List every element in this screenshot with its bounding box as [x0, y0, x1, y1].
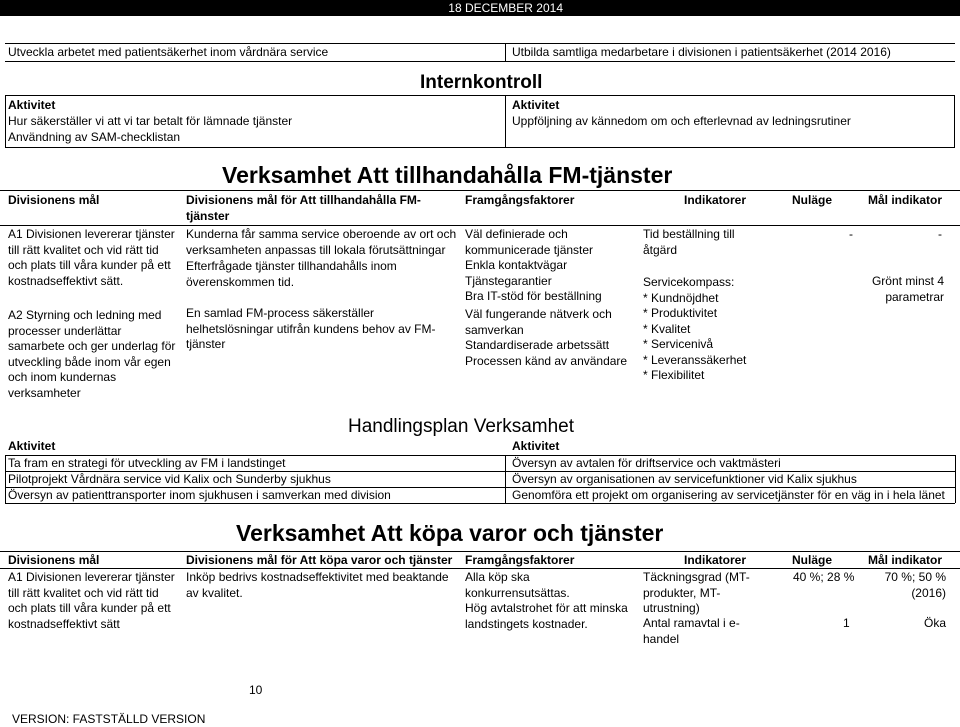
- kopa-nulage-1: 40 %; 28 %: [793, 570, 855, 584]
- fm-target-2: Efterfrågade tjänster tillhandahålls inom överenskommen tid.: [186, 259, 397, 289]
- page-number: 10: [249, 683, 263, 697]
- handlingsplan-right-item: Översyn av avtalen för driftservice och vaktmästeri: [512, 456, 781, 470]
- kopa-col-indikatorer: Indikatorer: [684, 553, 747, 567]
- kopa-col-framgangsfaktorer: Framgångsfaktorer: [465, 553, 575, 567]
- divider: [5, 61, 955, 62]
- handlingsplan-left-heading: Aktivitet: [8, 439, 56, 453]
- fm-goal-a2: A2 Styrning och ledning med processer underlättar samarbete och ger underlag för utveckling både inom vår egen och inom kundernas verksamheter: [8, 308, 176, 400]
- header-date: 18 DECEMBER 2014: [448, 1, 563, 15]
- handlingsplan-left-item: Översyn av patienttransporter inom sjukhusen i samverkan med division: [8, 488, 391, 502]
- kopa-indicator-2: Antal ramavtal i e- handel: [643, 616, 740, 646]
- top-right-title: Utbilda samtliga medarbetare i divisionen i patientsäkerhet (2014 2016): [512, 45, 891, 59]
- date-header-bar: [0, 0, 960, 16]
- handlingsplan-left-item: Ta fram en strategi för utveckling av FM i landstinget: [8, 456, 286, 470]
- handlingsplan-right-item: Översyn av organisationen av servicefunktioner vid Kalix sjukhus: [512, 472, 857, 486]
- handlingsplan-title: Handlingsplan Verksamhet: [348, 416, 575, 437]
- kopa-section-title: Verksamhet Att köpa varor och tjänster: [236, 520, 664, 546]
- fm-mal-2: Grönt minst 4 parametrar: [871, 274, 944, 304]
- kopa-goal: A1 Divisionen levererar tjänster till rätt kvalitet och vid rätt tid och plats till våra kunder på ett kostnadseffektivt sätt: [8, 570, 175, 631]
- fm-nulage-1: -: [849, 227, 853, 241]
- fm-col-nulage: Nuläge: [792, 193, 833, 207]
- divider: [0, 190, 960, 191]
- handlingsplan-right-item: Genomföra ett projekt om organisering av servicetjänster för en väg in i hela länet: [512, 488, 945, 502]
- fm-section-title: Verksamhet Att tillhandahålla FM-tjänster: [222, 162, 673, 188]
- fm-col-framgangsfaktorer: Framgångsfaktorer: [465, 193, 575, 207]
- internkontroll-right-item: Uppföljning av kännedom om och efterlevnad av ledningsrutiner: [512, 114, 851, 128]
- internkontroll-title: Internkontroll: [420, 72, 543, 93]
- divider: [955, 455, 956, 503]
- fm-target-1: Kunderna får samma service oberoende av ort och verksamheten anpassas till lokala förutsättningar: [186, 227, 457, 257]
- fm-indicator-2: Servicekompass: * Kundnöjdhet * Produktivitet * Kvalitet * Servicenivå * Leveranssäkerhet * Flexibilitet: [643, 275, 747, 382]
- divider: [5, 43, 955, 44]
- fm-col-mal-indikator: Mål indikator: [868, 193, 943, 207]
- internkontroll-left-item: Hur säkerställer vi att vi tar betalt för lämnade tjänster: [8, 114, 293, 128]
- kopa-nulage-2: 1: [843, 616, 850, 630]
- kopa-target: Inköp bedrivs kostnadseffektivitet med beaktande av kvalitet.: [186, 570, 449, 600]
- divider: [5, 503, 955, 504]
- fm-goal-a1: A1 Divisionen levererar tjänster till rätt kvalitet och vid rätt tid och plats till våra kunder på ett kostnadseffektivt sätt.: [8, 227, 175, 288]
- divider: [0, 551, 960, 552]
- fm-factors-1: Väl definierade och kommunicerade tjänster Enkla kontaktvägar Tjänstegarantier Bra IT-stöd för beställning: [465, 227, 602, 303]
- internkontroll-right-heading: Aktivitet: [512, 98, 560, 112]
- fm-factors-2: Väl fungerande nätverk och samverkan Standardiserade arbetssätt Processen känd av användare: [465, 307, 628, 368]
- handlingsplan-left-item: Pilotprojekt Vårdnära service vid Kalix och Sunderby sjukhus: [8, 472, 331, 486]
- fm-target-3: En samlad FM-process säkerställer helhetslösningar utifrån kundens behov av FM- tjänster: [186, 306, 436, 351]
- kopa-factors: Alla köp ska konkurrensutsättas. Hög avtalstrohet för att minska landstingets kostnader.: [465, 570, 628, 631]
- internkontroll-left-heading: Aktivitet: [8, 98, 56, 112]
- fm-col-indikatorer: Indikatorer: [684, 193, 747, 207]
- internkontroll-left-item: Användning av SAM-checklistan: [8, 130, 181, 144]
- kopa-col-divisionens-mal: Divisionens mål: [8, 553, 100, 567]
- kopa-col-divisionens-mal-for: Divisionens mål för Att köpa varor och tjänster: [186, 553, 453, 567]
- handlingsplan-right-heading: Aktivitet: [512, 439, 560, 453]
- divider: [0, 568, 960, 569]
- top-left-title: Utveckla arbetet med patientsäkerhet inom vårdnära service: [8, 45, 329, 59]
- divider: [5, 455, 6, 503]
- fm-col-divisionens-mal: Divisionens mål: [8, 193, 100, 207]
- version-label: VERSION: FASTSTÄLLD VERSION: [12, 712, 206, 726]
- kopa-col-mal-indikator: Mål indikator: [868, 553, 943, 567]
- kopa-mal-2: Öka: [923, 616, 946, 630]
- kopa-indicator-1: Täckningsgrad (MT- produkter, MT- utrustning): [643, 570, 750, 615]
- fm-col-divisionens-mal-for: Divisionens mål för Att tillhandahålla FM- tjänster: [186, 193, 421, 223]
- fm-mal-1: -: [938, 227, 942, 241]
- divider: [505, 43, 506, 61]
- divider: [0, 225, 960, 226]
- divider: [505, 455, 506, 503]
- kopa-mal-1: 70 %; 50 % (2016): [884, 570, 946, 600]
- kopa-col-nulage: Nuläge: [792, 553, 833, 567]
- fm-indicator-1: Tid beställning till åtgärd: [643, 227, 735, 257]
